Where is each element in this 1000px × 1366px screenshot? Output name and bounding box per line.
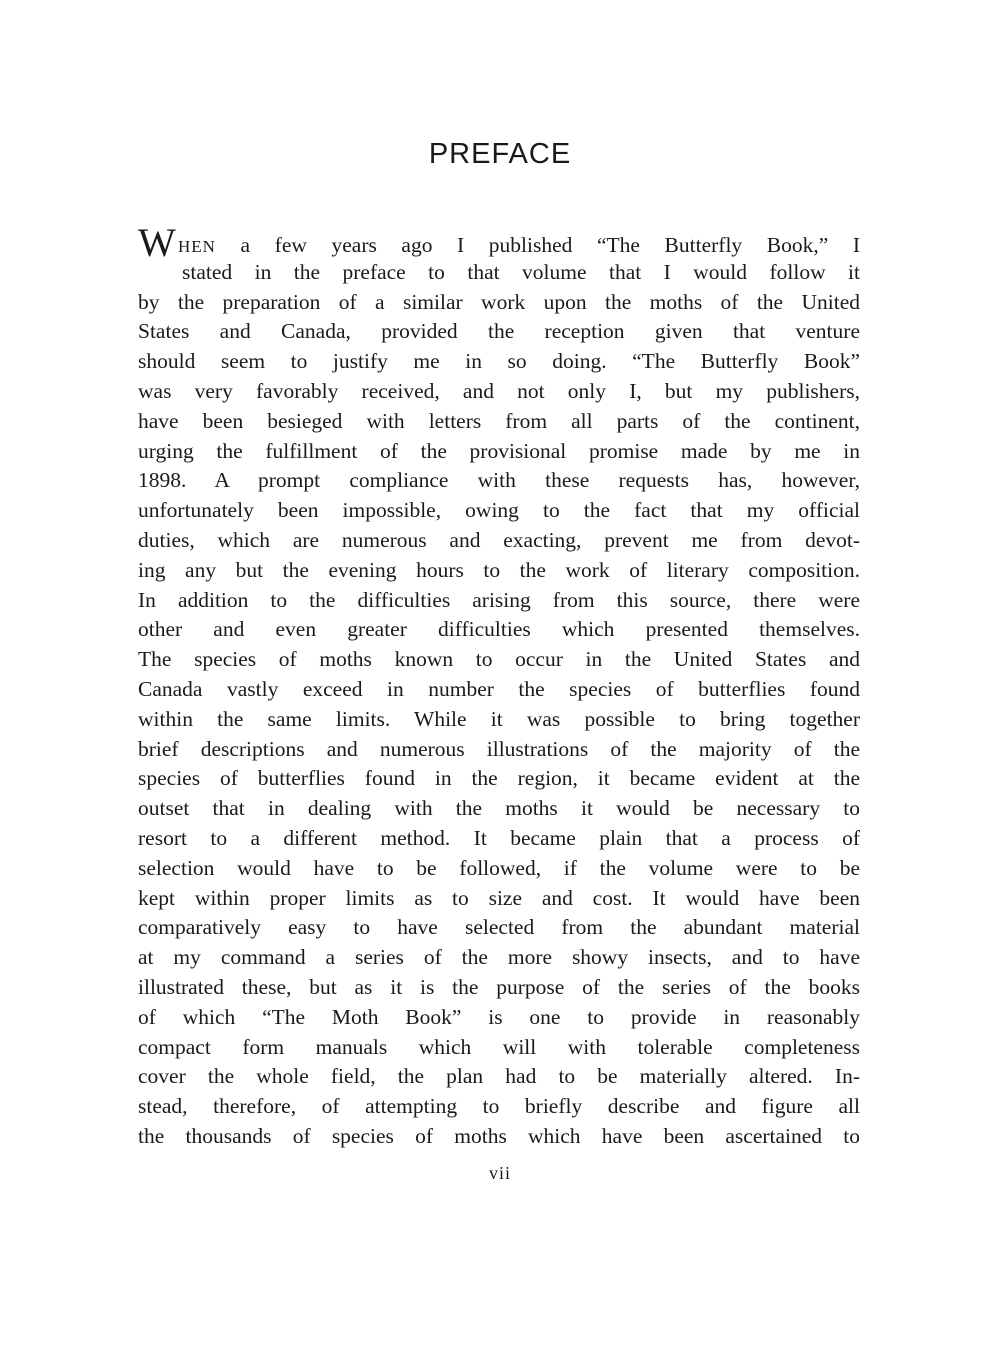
text-line: cover the whole field, the plan had to be materially altered. In-	[138, 1064, 860, 1089]
page-title: PREFACE	[428, 138, 572, 170]
text-line: urging the fulfillment of the provisional promise made by me in	[138, 438, 860, 463]
text-line: States and Canada, provided the reception given that venture	[138, 319, 860, 344]
text-line: of which “The Moth Book” is one to provide in reasonably	[138, 1004, 860, 1029]
text-line: by the preparation of a similar work upon the moths of the United	[138, 289, 860, 314]
drop-cap: W	[138, 220, 176, 265]
text-line: The species of moths known to occur in the United States and	[138, 647, 860, 672]
text-line: the thousands of species of moths which have been ascertained to	[138, 1123, 860, 1148]
drop-cap-continuation: HEN	[178, 237, 216, 256]
text-line: have been besieged with letters from all parts of the continent,	[138, 408, 860, 433]
text-line: stated in the preface to that volume that I would follow it	[182, 259, 860, 284]
text-line: outset that in dealing with the moths it would be necessary to	[138, 796, 860, 821]
text-line: compact form manuals which will with tolerable completeness	[138, 1034, 860, 1059]
text-line-1-rest: a few years ago I published “The Butterfly Book,” I	[215, 233, 860, 257]
text-line: unfortunately been impossible, owing to the fact that my official	[138, 498, 860, 523]
text-line-1	[138, 220, 860, 265]
text-line: comparatively easy to have selected from the abundant material	[138, 915, 860, 940]
text-line: selection would have to be followed, if the volume were to be	[138, 855, 860, 880]
text-line: at my command a series of the more showy insects, and to have	[138, 945, 860, 970]
text-line: brief descriptions and numerous illustrations of the majority of the	[138, 736, 860, 761]
text-line: should seem to justify me in so doing. “The Butterfly Book”	[138, 349, 860, 374]
text-line: 1898. A prompt compliance with these requests has, however,	[138, 468, 860, 493]
preface-paragraph	[138, 220, 860, 1152]
text-line: resort to a different method. It became plain that a process of	[138, 825, 860, 850]
text-line: other and even greater difficulties which presented themselves.	[138, 617, 860, 642]
text-line: stead, therefore, of attempting to briefly describe and figure all	[138, 1094, 860, 1119]
text-line: was very favorably received, and not only I, but my publishers,	[138, 378, 860, 403]
text-line: duties, which are numerous and exacting, prevent me from devot-	[138, 527, 860, 552]
text-line: In addition to the difficulties arising from this source, there were	[138, 587, 860, 612]
text-line: Canada vastly exceed in number the species of butterflies found	[138, 676, 860, 701]
text-line: species of butterflies found in the region, it became evident at the	[138, 766, 860, 791]
page-number: vii	[488, 1163, 511, 1183]
text-line: within the same limits. While it was possible to bring together	[138, 706, 860, 731]
text-line: illustrated these, but as it is the purpose of the series of the books	[138, 974, 860, 999]
text-line: kept within proper limits as to size and cost. It would have been	[138, 885, 860, 910]
text-line: ing any but the evening hours to the work of literary composition.	[138, 557, 860, 582]
